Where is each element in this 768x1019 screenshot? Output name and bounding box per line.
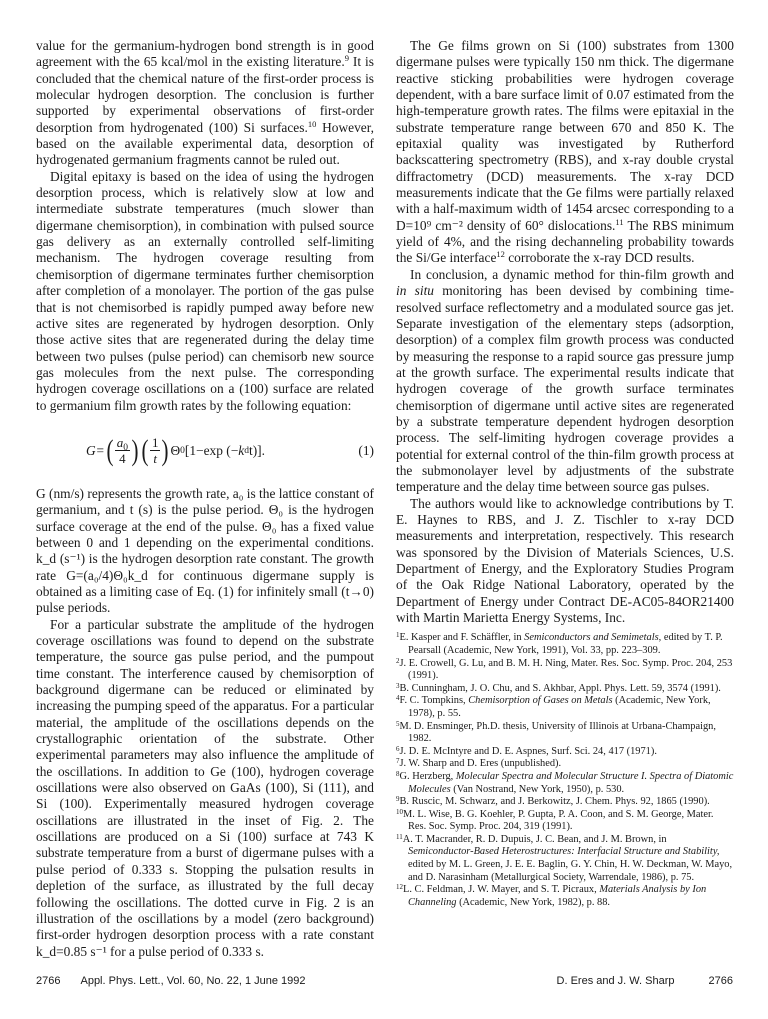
reference-text: J. W. Sharp and D. Eres (unpublished). bbox=[399, 758, 562, 770]
reference-text: J. D. E. McIntyre and D. E. Aspnes, Surf. Sci. 24, 417 (1971). bbox=[399, 745, 657, 757]
reference-number: 2 bbox=[396, 656, 400, 665]
paragraph-text: In conclusion, a dynamic method for thin-film growth and bbox=[410, 266, 734, 282]
reference-text: (Van Nostrand, New York, 1950), p. 530. bbox=[450, 783, 625, 795]
reference-text: B. Cunningham, J. O. Chu, and S. Akhbar, Appl. Phys. Lett. 59, 3574 (1991). bbox=[399, 682, 721, 694]
italic-term: in situ bbox=[396, 283, 434, 299]
paragraph-text: value for the germanium-hydrogen bond strength is in good agreement with the 65 kcal/mol in the existing literature. bbox=[36, 38, 374, 70]
citation-sup: 9 bbox=[344, 53, 349, 64]
left-column bbox=[36, 38, 374, 960]
eq-a: a bbox=[116, 435, 124, 451]
eq-k: k bbox=[238, 442, 245, 458]
equation-1 bbox=[36, 420, 374, 482]
footer-left bbox=[36, 975, 306, 987]
paragraph-text: It is concluded that the chemical nature of the first-order process is molecular hydrogen desorption. The conclusion is further supported by experimental observations of first-order desorption from hydrogenated (100) Si surfaces. bbox=[36, 54, 374, 135]
paren-open: ( bbox=[141, 433, 149, 467]
reference-title: Materials Analysis by Ion Channeling bbox=[408, 884, 707, 908]
reference-title: Chemisorption of Gases on Metals bbox=[468, 695, 613, 707]
reference-text: (Academic, New York, 1982), p. 88. bbox=[456, 896, 611, 908]
reference-item bbox=[396, 758, 734, 771]
paragraph-conclusion bbox=[396, 267, 734, 496]
reference-item bbox=[396, 884, 734, 909]
paragraph-definitions: G (nm/s) represents the growth rate, a₀ is the lattice constant of germanium, and t (s) is the pulse period. Θ₀ is the hydrogen surface coverage at the end of the pulse. Θ₀ has a fixed value between 0 and 1 depending on the experimental conditions. k_d (s⁻¹) is the hydrogen desorption rate constant. The growth rate G=(a₀/4)Θ₀k_d for continuous digermane supply is obtained as a limiting case of Eq. (1) for infinitely small (t→0) pulse periods. bbox=[36, 485, 374, 616]
reference-text: edited by T. P. Pearsall (Academic, New York, 1991), Vol. 33, pp. 223–309. bbox=[408, 632, 723, 656]
equation-number: (1) bbox=[358, 442, 374, 458]
paragraph-text: The RBS minimum yield of 4%, and the rising dechanneling probability towards the Si/Ge interface bbox=[396, 217, 734, 266]
right-column bbox=[396, 38, 734, 909]
reference-number: 12 bbox=[396, 883, 403, 892]
reference-list bbox=[396, 632, 734, 909]
citation-sup: 12 bbox=[496, 249, 505, 260]
citation-sup: 11 bbox=[615, 216, 624, 227]
reference-item bbox=[396, 834, 734, 884]
reference-text: A. T. Macrander, R. D. Dupuis, J. C. Bean, and J. M. Brown, in bbox=[402, 833, 667, 845]
reference-text: B. Ruscic, M. Schwarz, and J. Berkowitz, J. Chem. Phys. 92, 1865 (1990). bbox=[399, 796, 710, 808]
paren-close: ) bbox=[161, 433, 169, 467]
reference-item bbox=[396, 632, 734, 657]
reference-number: 3 bbox=[396, 681, 400, 690]
journal-citation: Appl. Phys. Lett., Vol. 60, No. 22, 1 June 1992 bbox=[80, 975, 306, 987]
reference-text: L. C. Feldman, J. W. Mayer, and S. T. Picraux, bbox=[403, 884, 600, 896]
reference-text: (Academic, New York, 1978), p. 55. bbox=[408, 695, 711, 719]
citation-sup: 10 bbox=[307, 118, 317, 129]
reference-title: Molecular Spectra and Molecular Structure I. Spectra of Diatomic Molecules bbox=[408, 770, 734, 795]
reference-item bbox=[396, 771, 734, 796]
eq-a-sub: 0 bbox=[123, 443, 128, 454]
paren-open: ( bbox=[106, 433, 114, 467]
eq-theta: Θ bbox=[170, 442, 181, 458]
reference-item bbox=[396, 683, 734, 696]
fraction-a0-over-4 bbox=[115, 435, 130, 466]
paragraph-bond-strength bbox=[36, 38, 374, 169]
paragraph-acknowledgments: The authors would like to acknowledge contributions by T. E. Haynes to RBS, and J. Z. Tischler to x-ray DCD measurements and interpretation, respectively. This research was sponsored by the Division of Materials Sciences, U.S. Department of Energy, and the Exploratory Studies Program of the Oak Ridge National Laboratory, operated by the Department of Energy under Contract DE-AC05-84OR21400 with Martin Marietta Energy Systems, Inc. bbox=[396, 495, 734, 626]
reference-number: 8 bbox=[396, 769, 400, 778]
reference-number: 5 bbox=[396, 719, 400, 728]
reference-number: 7 bbox=[396, 757, 400, 766]
reference-title: Semiconductors and Semimetals, bbox=[524, 632, 662, 644]
page-number-right: 2766 bbox=[708, 975, 733, 987]
reference-number: 6 bbox=[396, 744, 400, 753]
eq-bracket: [1−exp (− bbox=[184, 442, 239, 458]
reference-text: edited by M. L. Green, J. E. E. Baglin, G. Y. Chin, H. W. Deckman, W. Mayo, and D. Narasinham (Metallurgical Society, Warrendale, 1986), p. 75. bbox=[408, 859, 733, 883]
paragraph-digital-epitaxy: Digital epitaxy is based on the idea of using the hydrogen desorption process, which is relatively slow at low and intermediate substrate temperatures (much slower than digermane chemisorption), in combination with pulsed source gas delivery as an externally controlled self-limiting mechanism. The hydrogen coverage resulting from chemisorption of digermane terminates further chemisorption after completion of a monolayer. The portion of the gas pulse that is not chemisorbed is rapidly pumped away before new active sites are regenerated by hydrogen desorption. Only those active sites that are regenerated during the delay time between two pulses (pulse period) can chemisorb new source gas molecules from the next pulse. The corresponding hydrogen coverage oscillations on a (100) surface are related to germanium film growth rates by the following equation: bbox=[36, 168, 374, 413]
reference-text: F. C. Tompkins, bbox=[399, 695, 469, 707]
paragraph-text: monitoring has been devised by combining time-resolved surface reflectometry and a modulated source gas jet. Separate investigation of the elementary steps (adsorption, desorption) of a complex film growth process was conducted by measuring the response to a rapid source gas pressure jump at the growth surface. The experimental results indicate that hydrogen coverage of the growth surface terminates chemisorption of digermane until active sites are regenerated by a substrate temperature dependent hydrogen desorption process. The self-limiting hydrogen coverage provides a potential for external control of the thin-film growth process at the submonolayer level by adjustments of the substrate temperature and the delay time between source gas pulses. bbox=[396, 283, 734, 495]
paragraph-text: corroborate the x-ray DCD results. bbox=[504, 250, 695, 266]
reference-number: 10 bbox=[396, 807, 403, 816]
eq-denominator: 4 bbox=[119, 451, 126, 467]
reference-text: E. Kasper and F. Schäffler, in bbox=[399, 632, 525, 644]
equation-lhs: G= bbox=[86, 442, 105, 458]
paren-close: ) bbox=[131, 433, 139, 467]
reference-text: J. E. Crowell, G. Lu, and B. M. H. Ning, Mater. Res. Soc. Symp. Proc. 204, 253 (1991). bbox=[399, 657, 733, 682]
reference-number: 1 bbox=[396, 631, 400, 640]
paragraph-oscillations: For a particular substrate the amplitude of the hydrogen coverage oscillations was found to depend on the substrate temperature, the source gas pulse period, and the pumpout time constant. The interference caused by chemisorption of background digermane can be reduced or eliminated by increasing the pumping speed of the apparatus. For a particular material, the amplitude of the oscillations depends on the crystallographic orientation of the substrate. Other experimental parameters may also influence the amplitude of the oscillations. In addition to Ge (100), hydrogen coverage oscillations were also observed on GaAs (100), Si (111), and Si (100). Experimentally measured hydrogen coverage oscillations are illustrated in the inset of Fig. 2. The oscillations are produced on a Si (100) surface at 743 K substrate temperature from a burst of digermane pulses with a pulse period of 0.333 s. Stopping the pulsation results in depletion of the surface, as illustrated by the full decay following the oscillations. The dotted curve in Fig. 2 is an illustration of the oscillations by a model (zero background) first-order hydrogen desorption process with a rate constant k_d=0.85 s⁻¹ for a pulse period of 0.333 s. bbox=[36, 616, 374, 959]
reference-item bbox=[396, 809, 734, 834]
fraction-1-over-t bbox=[150, 435, 161, 466]
eq-end: t)]. bbox=[249, 442, 265, 458]
reference-text: M. D. Ensminger, Ph.D. thesis, University of Illinois at Urbana-Champaign, 1982. bbox=[399, 720, 716, 745]
reference-number: 4 bbox=[396, 694, 400, 703]
reference-item bbox=[396, 695, 734, 720]
author-names: D. Eres and J. W. Sharp bbox=[556, 975, 675, 987]
page-number-left: 2766 bbox=[36, 975, 61, 987]
footer-right bbox=[557, 975, 733, 987]
equation-body: G= ( $\frac{a_0}{4}$ ) ( $\frac{1}{t}$ ) Θ 0 [1−exp (− k d t)]. bbox=[86, 433, 265, 467]
paragraph-text: However, based on the available experimental data, desorption of hydrogenated germanium fragments cannot be ruled out. bbox=[36, 119, 374, 168]
eq-t: t bbox=[153, 451, 158, 467]
eq-one: 1 bbox=[151, 435, 159, 451]
reference-text: G. Herzberg, bbox=[399, 770, 456, 782]
reference-item bbox=[396, 658, 734, 683]
reference-item bbox=[396, 721, 734, 746]
paragraph-text: The Ge films grown on Si (100) substrates from 1300 digermane pulses were typically 150 nm thick. The digermane reactive sticking probabilities were hydrogen coverage dependent, with a bare surface limit of 0.07 estimated from the high-temperature growth rates. The films were epitaxial in the substrate temperature range between 670 and 850 K. The epitaxial quality was investigated by Rutherford backscattering spectrometry (RBS), and x-ray double crystal diffractometry (DCD) measurements. The x-ray DCD measurements indicate that the Ge films were partially relaxed with a half-maximum width of 1454 arcsec corresponding to a D=10⁹ cm⁻² density of 60° dislocations. bbox=[396, 38, 734, 233]
reference-text: M. L. Wise, B. G. Koehler, P. Gupta, P. A. Coon, and S. M. George, Mater. Res. Soc. Symp. Proc. 204, 319 (1991). bbox=[403, 808, 714, 833]
reference-number: 11 bbox=[396, 832, 403, 841]
paragraph-ge-films bbox=[396, 38, 734, 267]
reference-title: Semiconductor-Based Heterostructures: Interfacial Structure and Stability, bbox=[408, 846, 720, 858]
reference-item bbox=[396, 746, 734, 759]
reference-item bbox=[396, 796, 734, 809]
reference-number: 9 bbox=[396, 795, 400, 804]
